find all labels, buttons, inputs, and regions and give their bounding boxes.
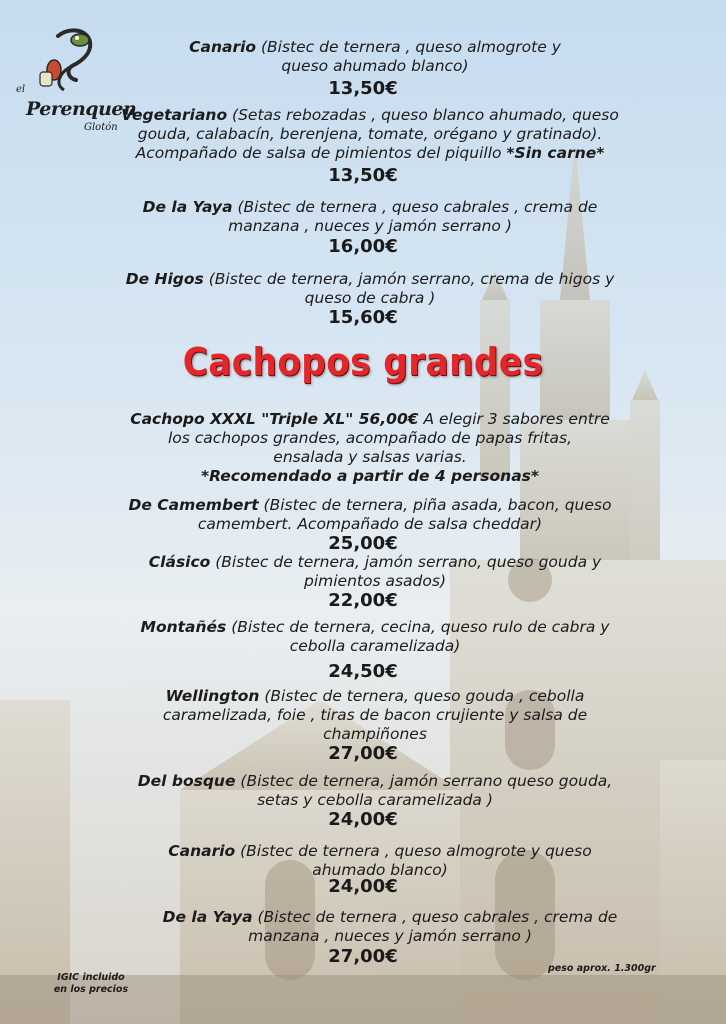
tax-note-line1: IGIC incluido: [57, 972, 125, 983]
item-description-line2: cebolla caramelizada): [289, 637, 461, 655]
menu-item-de-la-yaya-small: [80, 198, 660, 236]
item-note: *Sin carne*: [506, 144, 605, 162]
item-description-line3: champiñones: [323, 725, 427, 743]
item-description: (Setas rebozadas , queso blanco ahumado, queso: [227, 106, 619, 124]
item-description-line2: gouda, calabacín, berenjena, tomate, orégano y gratinado).: [137, 125, 603, 143]
logo-name-text: Perenquen: [26, 98, 137, 120]
item-name: Vegetariano: [121, 106, 228, 124]
item-description: (Bistec de ternera, jamón serrano, queso gouda y: [210, 553, 602, 571]
item-description-line2: camembert. Acompañado de salsa cheddar): [197, 515, 543, 533]
item-price: 27,00€: [328, 743, 398, 764]
item-description: (Bistec de ternera, queso gouda , cebolla: [259, 687, 585, 705]
item-price: 25,00€: [328, 533, 398, 554]
item-description: (Bistec de ternera, cecina, queso rulo de cabra y: [226, 618, 610, 636]
item-price: 13,50€: [328, 165, 398, 186]
item-description-line2: caramelizada, foie , tiras de bacon crujiente y salsa de: [162, 706, 588, 724]
item-price: 27,00€: [328, 946, 398, 967]
item-description-line2: setas y cebolla caramelizada ): [257, 791, 493, 809]
item-description-line2: manzana , nueces y jamón serrano ): [248, 927, 532, 945]
item-note: *Recomendado a partir de 4 personas*: [201, 467, 539, 485]
item-price: 24,00€: [328, 876, 398, 897]
menu-item-vegetariano: [60, 106, 680, 163]
menu-item-cachopo-xxxl: [60, 410, 680, 486]
item-description: (Bistec de ternera , queso cabrales , crema de: [252, 908, 618, 926]
item-description: (Bistec de ternera, piña asada, bacon, queso: [258, 496, 612, 514]
item-description: (Bistec de ternera , queso almogrote y queso: [235, 842, 592, 860]
menu-item-wellington: [90, 687, 660, 744]
item-description-line3: Acompañado de salsa de pimientos del piquillo: [135, 144, 507, 162]
item-name: Wellington: [165, 687, 260, 705]
item-description-line3: ensalada y salsas varias.: [273, 448, 467, 466]
logo-el-text: el: [16, 84, 26, 95]
item-description-line2: queso ahumado blanco): [281, 57, 469, 75]
item-price: 24,00€: [328, 809, 398, 830]
item-price: 24,50€: [328, 661, 398, 682]
item-name: Clásico: [148, 553, 211, 571]
item-description: (Bistec de ternera, jamón serrano, crema de higos y: [203, 270, 615, 288]
menu-item-del-bosque: [90, 772, 660, 810]
item-description-line2: pimientos asados): [304, 572, 446, 590]
item-price: 13,50€: [328, 78, 398, 99]
logo-subtitle-text: Glotón: [84, 122, 118, 133]
item-name: Canario: [189, 38, 257, 56]
menu-item-canario-grande: [100, 842, 660, 880]
item-description-line2: manzana , nueces y jamón serrano ): [228, 217, 512, 235]
item-name: Cachopo XXXL "Triple XL" 56,00€: [130, 410, 419, 428]
item-description: (Bistec de ternera , queso almogrote y: [256, 38, 561, 56]
menu-item-clasico: [90, 553, 660, 591]
item-name: Montañés: [140, 618, 227, 636]
item-name: De la Yaya: [162, 908, 253, 926]
menu-item-de-la-yaya-grande: [100, 908, 680, 946]
menu-item-de-camembert: [80, 496, 660, 534]
item-description: (Bistec de ternera , queso cabrales , crema de: [232, 198, 598, 216]
weight-note: peso aprox. 1.300gr: [548, 963, 656, 974]
item-name: Canario: [168, 842, 236, 860]
item-description: A elegir 3 sabores entre: [418, 410, 610, 428]
tax-note: [36, 972, 146, 996]
menu-item-montanes: [90, 618, 660, 656]
tax-note-line2: en los precios: [53, 984, 129, 995]
section-title: Cachopos grandes: [182, 340, 544, 384]
item-price: 22,00€: [328, 590, 398, 611]
item-name: De la Yaya: [142, 198, 233, 216]
item-name: De Higos: [125, 270, 204, 288]
menu-item-canario-small: [110, 38, 640, 76]
item-price: 15,60€: [328, 307, 398, 328]
item-description-line2: ahumado blanco): [312, 861, 448, 879]
item-price: 16,00€: [328, 236, 398, 257]
item-description-line2: los cachopos grandes, acompañado de papas fritas,: [167, 429, 572, 447]
item-name: De Camembert: [128, 496, 259, 514]
item-description: (Bistec de ternera, jamón serrano queso gouda,: [235, 772, 613, 790]
item-name: Del bosque: [137, 772, 236, 790]
menu-item-de-higos: [70, 270, 670, 308]
item-description-line2: queso de cabra ): [304, 289, 436, 307]
